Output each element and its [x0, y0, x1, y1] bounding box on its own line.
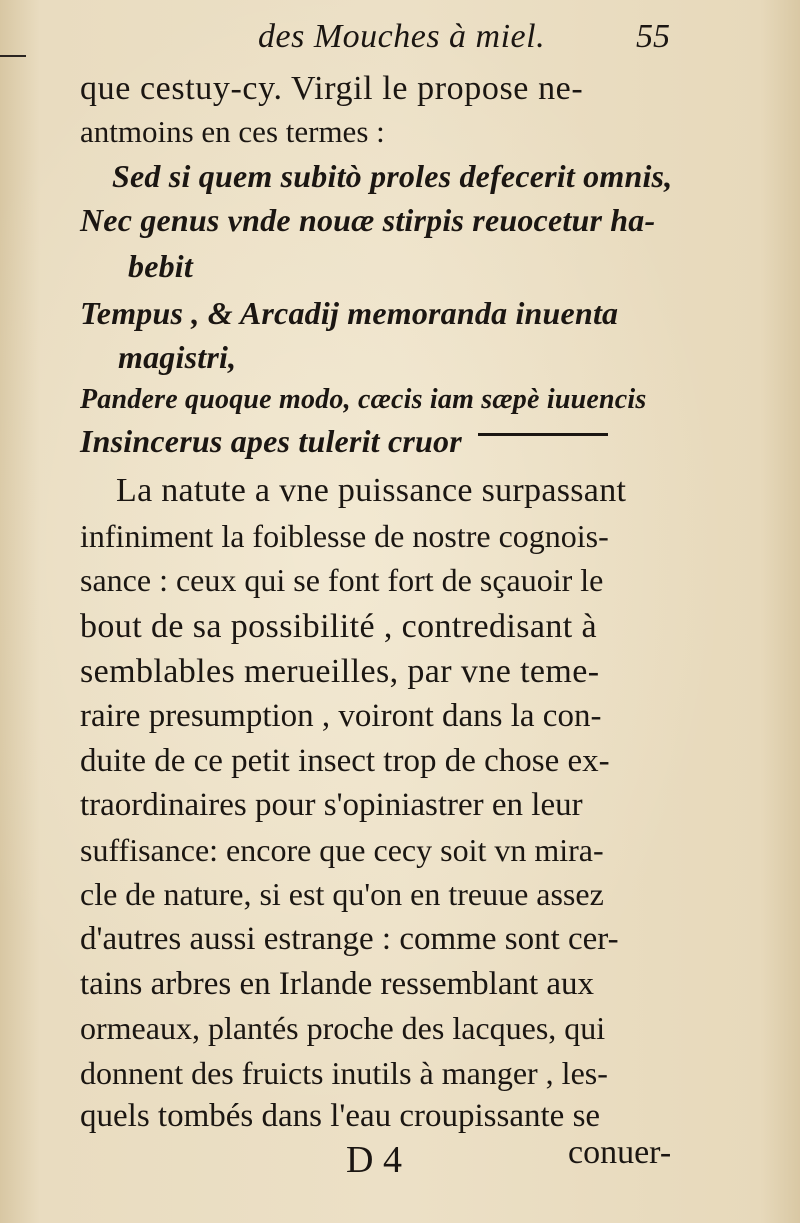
text-line: duite de ce petit insect trop de chose ex-	[80, 743, 610, 779]
text-line: La natute a vne puissance surpassant	[116, 472, 627, 509]
text-line: semblables merueilles, par vne teme-	[80, 653, 600, 690]
running-head: des Mouches à miel.	[258, 18, 546, 55]
text-line: traordinaires pour s'opiniastrer en leur	[80, 787, 583, 823]
text-line: sance : ceux qui se font fort de sçauoir le	[80, 562, 604, 598]
verse-line: Nec genus vnde nouæ stirpis reuocetur ha-	[80, 202, 656, 238]
verse-line: Sed si quem subitò proles defecerit omnis,	[112, 158, 673, 194]
text-line: tains arbres en Irlande ressemblant aux	[80, 966, 595, 1002]
page-number: 55	[636, 18, 670, 55]
page-edge-mark	[0, 55, 26, 57]
text-line: antmoins en ces termes :	[80, 114, 385, 149]
verse-line: Pandere quoque modo, cæcis iam sæpè iuuencis	[80, 384, 647, 415]
signature-mark: D 4	[346, 1139, 402, 1181]
text-line: bout de sa possibilité , contredisant à	[80, 608, 598, 645]
text-line: raire presumption , voiront dans la con-	[80, 698, 602, 734]
text-line: ormeaux, plantés proche des lacques, qui	[80, 1010, 606, 1046]
verse-end-rule	[478, 433, 608, 436]
text-line: suffisance: encore que cecy soit vn mira-	[80, 832, 604, 868]
text-line: cle de nature, si est qu'on en treuue assez	[80, 876, 604, 912]
text-line: que cestuy-cy. Virgil le propose ne-	[80, 70, 584, 107]
text-line: quels tombés dans l'eau croupissante se	[80, 1098, 601, 1134]
verse-line: bebit	[128, 248, 193, 284]
text-line: d'autres aussi estrange : comme sont cer-	[80, 921, 619, 957]
verse-line: Insincerus apes tulerit cruor	[80, 423, 462, 459]
text-line: donnent des fruicts inutils à manger , les-	[80, 1055, 608, 1091]
catchword: conuer-	[568, 1134, 672, 1171]
verse-line: magistri,	[118, 339, 237, 375]
text-line: infiniment la foiblesse de nostre cognois-	[80, 518, 609, 554]
verse-line: Tempus , & Arcadij memoranda inuenta	[80, 295, 619, 331]
